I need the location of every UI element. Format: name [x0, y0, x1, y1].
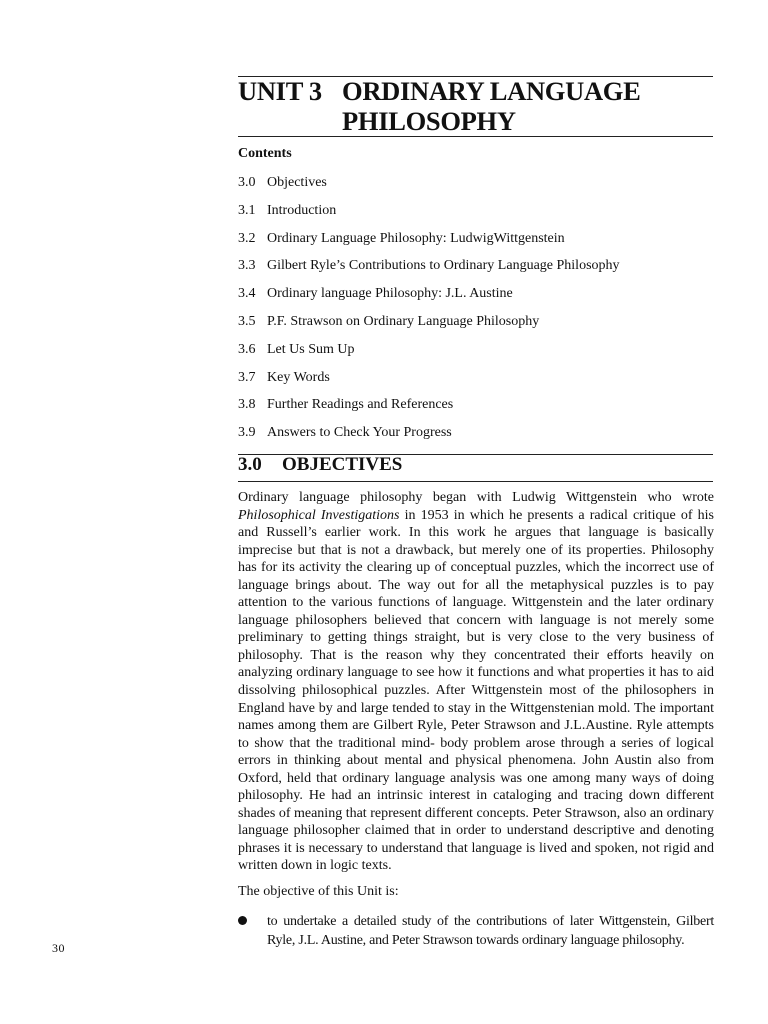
title-bottom-rule — [238, 136, 713, 137]
toc-item[interactable] — [238, 285, 713, 313]
toc-label: Introduction — [267, 202, 337, 218]
toc-number: 3.3 — [238, 258, 256, 274]
toc-item[interactable] — [238, 257, 713, 285]
toc-label: Gilbert Ryle’s Contributions to Ordinary Language Philosophy — [267, 258, 620, 274]
toc-item[interactable] — [238, 341, 713, 369]
toc-item[interactable] — [238, 313, 713, 341]
toc-number: 3.0 — [238, 175, 256, 190]
section-title: OBJECTIVES — [282, 454, 403, 475]
unit-title-line1: ORDINARY LANGUAGE — [342, 76, 641, 106]
toc-number: 3.8 — [238, 397, 256, 413]
toc-item[interactable] — [238, 174, 713, 202]
toc-item[interactable] — [238, 202, 713, 230]
table-of-contents — [238, 174, 713, 452]
book-title: Philosophical Investigations — [238, 507, 400, 523]
toc-label: Let Us Sum Up — [267, 341, 355, 357]
toc-item[interactable] — [238, 230, 713, 258]
objective-intro: The objective of this Unit is: — [238, 884, 399, 899]
section-number: 3.0 — [238, 454, 262, 475]
unit-label: UNIT 3 — [238, 76, 322, 106]
toc-number: 3.2 — [238, 230, 256, 246]
bullet-icon — [238, 916, 247, 925]
toc-item[interactable] — [238, 369, 713, 397]
toc-item[interactable] — [238, 424, 713, 452]
toc-label: Further Readings and References — [267, 397, 454, 413]
toc-label: Objectives — [267, 175, 327, 190]
objectives-paragraph — [238, 489, 714, 875]
bullet-text: to undertake a detailed study of the contributions of later Wittgenstein, Gilbert Ryle, J.L. Austine, and Peter Strawson towards ordinary language philosophy. — [267, 914, 714, 948]
toc-label: Ordinary language Philosophy: J.L. Austine — [267, 286, 513, 302]
contents-heading: Contents — [238, 146, 292, 161]
unit-title-line2: PHILOSOPHY — [342, 106, 516, 136]
toc-number: 3.7 — [238, 369, 256, 385]
section-heading — [238, 454, 402, 476]
toc-number: 3.1 — [238, 202, 256, 218]
toc-number: 3.4 — [238, 286, 256, 302]
toc-label: Answers to Check Your Progress — [267, 425, 452, 441]
unit-title — [238, 76, 718, 136]
toc-number: 3.6 — [238, 341, 256, 357]
paragraph-start: Ordinary language philosophy began with Ludwig Wittgenstein who wrote — [238, 490, 714, 505]
page-number: 30 — [52, 941, 65, 955]
toc-item[interactable] — [238, 396, 713, 424]
toc-number: 3.5 — [238, 313, 256, 329]
paragraph-rest: in 1953 in which he presents a radical critique of his and Russell’s earlier work. In this work he argues that language is basically imprecise but that is not a drawback, but merely one of its properties. Philosophy has for its activity the clearing up of conceptual puzzles, which the incorrect use of language brings about. The way out for all the metaphysical puzzles is to pay attention to the various functions of language. Wittgenstein and the later ordinary language philosophers believed that concern with language is not merely some preliminary to getting things straight, but is very close to the very business of philosophy. That is the reason why they concentrated their efforts heavily on analyzing ordinary language to see how it functions and what properties it has to aid dissolving philosophical puzzles. After Wittgenstein most of the philosophers in England have by and large tended to stay in the Wittgenstenian mold. The important names among them are Gilbert Ryle, Peter Strawson and J.L.Austine. Ryle attempts to show that the traditional mind- body problem arose through a series of logical errors in thinking about mental and physical phenomena. John Austin also from Oxford, held that ordinary language analysis was one among many ways of doing philosophy. He had an intrinsic interest in cataloging and tracing down different shades of meaning that represent different concepts. Peter Strawson, also an ordinary language philosopher claimed that in order to understand descriptive and denoting phrases it is necessary to understand that language is lived and spoken, not rigid and written down in logic texts. — [238, 507, 714, 874]
section-bottom-rule — [238, 481, 713, 482]
toc-label: Key Words — [267, 369, 330, 385]
toc-label: Ordinary Language Philosophy: LudwigWittgenstein — [267, 230, 565, 246]
objective-bullet-item — [238, 912, 714, 950]
toc-number: 3.9 — [238, 425, 256, 441]
toc-label: P.F. Strawson on Ordinary Language Philosophy — [267, 313, 540, 329]
